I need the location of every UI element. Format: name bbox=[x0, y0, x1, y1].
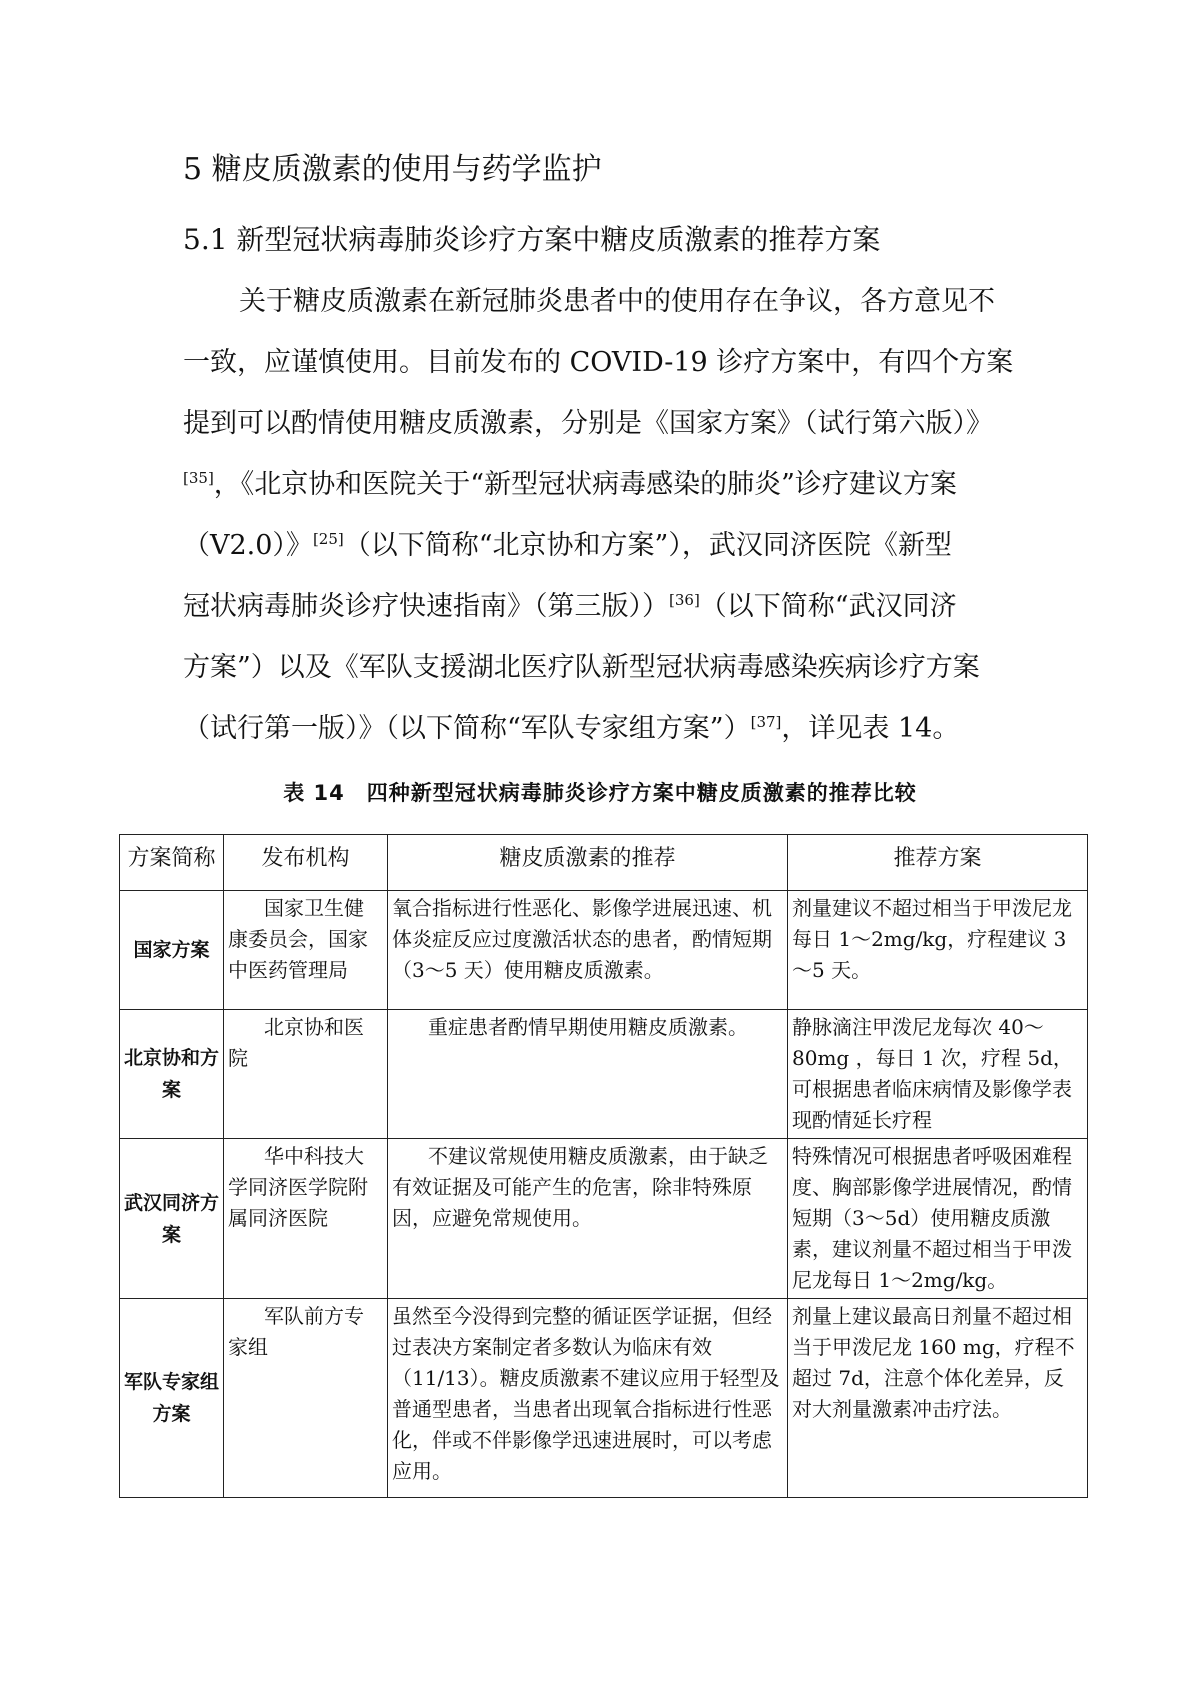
table-row bbox=[120, 1139, 1088, 1299]
paragraph-text: （以下简称“北京协和方案”），武汉同济医院《新型 bbox=[343, 530, 952, 561]
publisher-cell: 国家卫生健康委员会，国家中医药管理局 bbox=[224, 891, 388, 1010]
column-header: 方案简称 bbox=[120, 835, 224, 891]
body-paragraph bbox=[183, 282, 1033, 770]
paragraph-text: （以下简称“武汉同济 bbox=[699, 591, 957, 622]
paragraph-line: 一致，应谨慎使用。目前发布的 COVID-19 诊疗方案中，有四个方案 bbox=[183, 347, 1014, 378]
column-header: 推荐方案 bbox=[788, 835, 1088, 891]
table-row bbox=[120, 891, 1088, 1010]
publisher-cell: 华中科技大学同济医学院附属同济医院 bbox=[224, 1139, 388, 1299]
citation-ref: [25] bbox=[312, 530, 344, 548]
scheme-name-cell: 国家方案 bbox=[120, 891, 224, 1010]
regimen-cell: 静脉滴注甲泼尼龙每次 40～80mg ，每日 1 次，疗程 5d，可根据患者临床病情及影像学表现酌情延长疗程 bbox=[788, 1010, 1088, 1139]
paragraph-line bbox=[183, 709, 1033, 770]
paragraph-line: 方案”）以及《军队支援湖北医疗队新型冠状病毒感染疾病诊疗方案 bbox=[183, 652, 980, 683]
column-header: 糖皮质激素的推荐 bbox=[388, 835, 788, 891]
regimen-cell: 特殊情况可根据患者呼吸困难程度、胸部影像学进展情况，酌情短期（3～5d）使用糖皮质激素，建议剂量不超过相当于甲泼尼龙每日 1～2mg/kg。 bbox=[788, 1139, 1088, 1299]
regimen-cell: 剂量上建议最高日剂量不超过相当于甲泼尼龙 160 mg，疗程不超过 7d，注意个体化差异，反对大剂量激素冲击疗法。 bbox=[788, 1299, 1088, 1498]
recommendation-table bbox=[119, 834, 1088, 1498]
table-header-row bbox=[120, 835, 1088, 891]
scheme-name-cell: 武汉同济方案 bbox=[120, 1139, 224, 1299]
table-row bbox=[120, 1010, 1088, 1139]
recommendation-cell: 重症患者酌情早期使用糖皮质激素。 bbox=[388, 1010, 788, 1139]
paragraph-text: ，详见表 14。 bbox=[781, 713, 960, 744]
paragraph-line: 提到可以酌情使用糖皮质激素，分别是《国家方案》（试行第六版）》 bbox=[183, 408, 993, 439]
paragraph-text: （试行第一版）》（以下简称“军队专家组方案”） bbox=[183, 713, 751, 744]
regimen-cell: 剂量建议不超过相当于甲泼尼龙每日 1～2mg/kg，疗程建议 3～5 天。 bbox=[788, 891, 1088, 1010]
citation-ref: [37] bbox=[750, 713, 782, 731]
subsection-heading: 5.1 新型冠状病毒肺炎诊疗方案中糖皮质激素的推荐方案 bbox=[183, 223, 881, 256]
scheme-name-cell: 军队专家组方案 bbox=[120, 1299, 224, 1498]
publisher-cell: 北京协和医院 bbox=[224, 1010, 388, 1139]
recommendation-cell: 不建议常规使用糖皮质激素，由于缺乏有效证据及可能产生的危害，除非特殊原因，应避免常规使用。 bbox=[388, 1139, 788, 1299]
section-heading: 5 糖皮质激素的使用与药学监护 bbox=[183, 152, 602, 187]
table-row bbox=[120, 1299, 1088, 1498]
paragraph-text: ，《北京协和医院关于“新型冠状病毒感染的肺炎”诊疗建议方案 bbox=[213, 469, 957, 500]
recommendation-cell: 虽然至今没得到完整的循证医学证据，但经过表决方案制定者多数认为临床有效（11/13）。糖皮质激素不建议应用于轻型及普通型患者，当患者出现氧合指标进行性恶化，伴或不伴影像学迅速进展时，可以考虑应用。 bbox=[388, 1299, 788, 1498]
citation-ref: [36] bbox=[669, 591, 700, 609]
paragraph-line bbox=[183, 526, 1033, 587]
paragraph-line bbox=[183, 465, 1033, 526]
citation-ref: [35] bbox=[183, 469, 214, 487]
paragraph-line bbox=[183, 587, 1033, 648]
paragraph-text: 冠状病毒肺炎诊疗快速指南》（第三版）） bbox=[183, 591, 669, 622]
publisher-cell: 军队前方专家组 bbox=[224, 1299, 388, 1498]
scheme-name-cell: 北京协和方案 bbox=[120, 1010, 224, 1139]
recommendation-cell: 氧合指标进行性恶化、影像学进展迅速、机体炎症反应过度激活状态的患者，酌情短期（3～5 天）使用糖皮质激素。 bbox=[388, 891, 788, 1010]
paragraph-text: （V2.0）》 bbox=[183, 530, 313, 561]
paragraph-line: 关于糖皮质激素在新冠肺炎患者中的使用存在争议，各方意见不 bbox=[239, 286, 995, 317]
table-caption: 表 14 四种新型冠状病毒肺炎诊疗方案中糖皮质激素的推荐比较 bbox=[283, 781, 917, 805]
column-header: 发布机构 bbox=[224, 835, 388, 891]
